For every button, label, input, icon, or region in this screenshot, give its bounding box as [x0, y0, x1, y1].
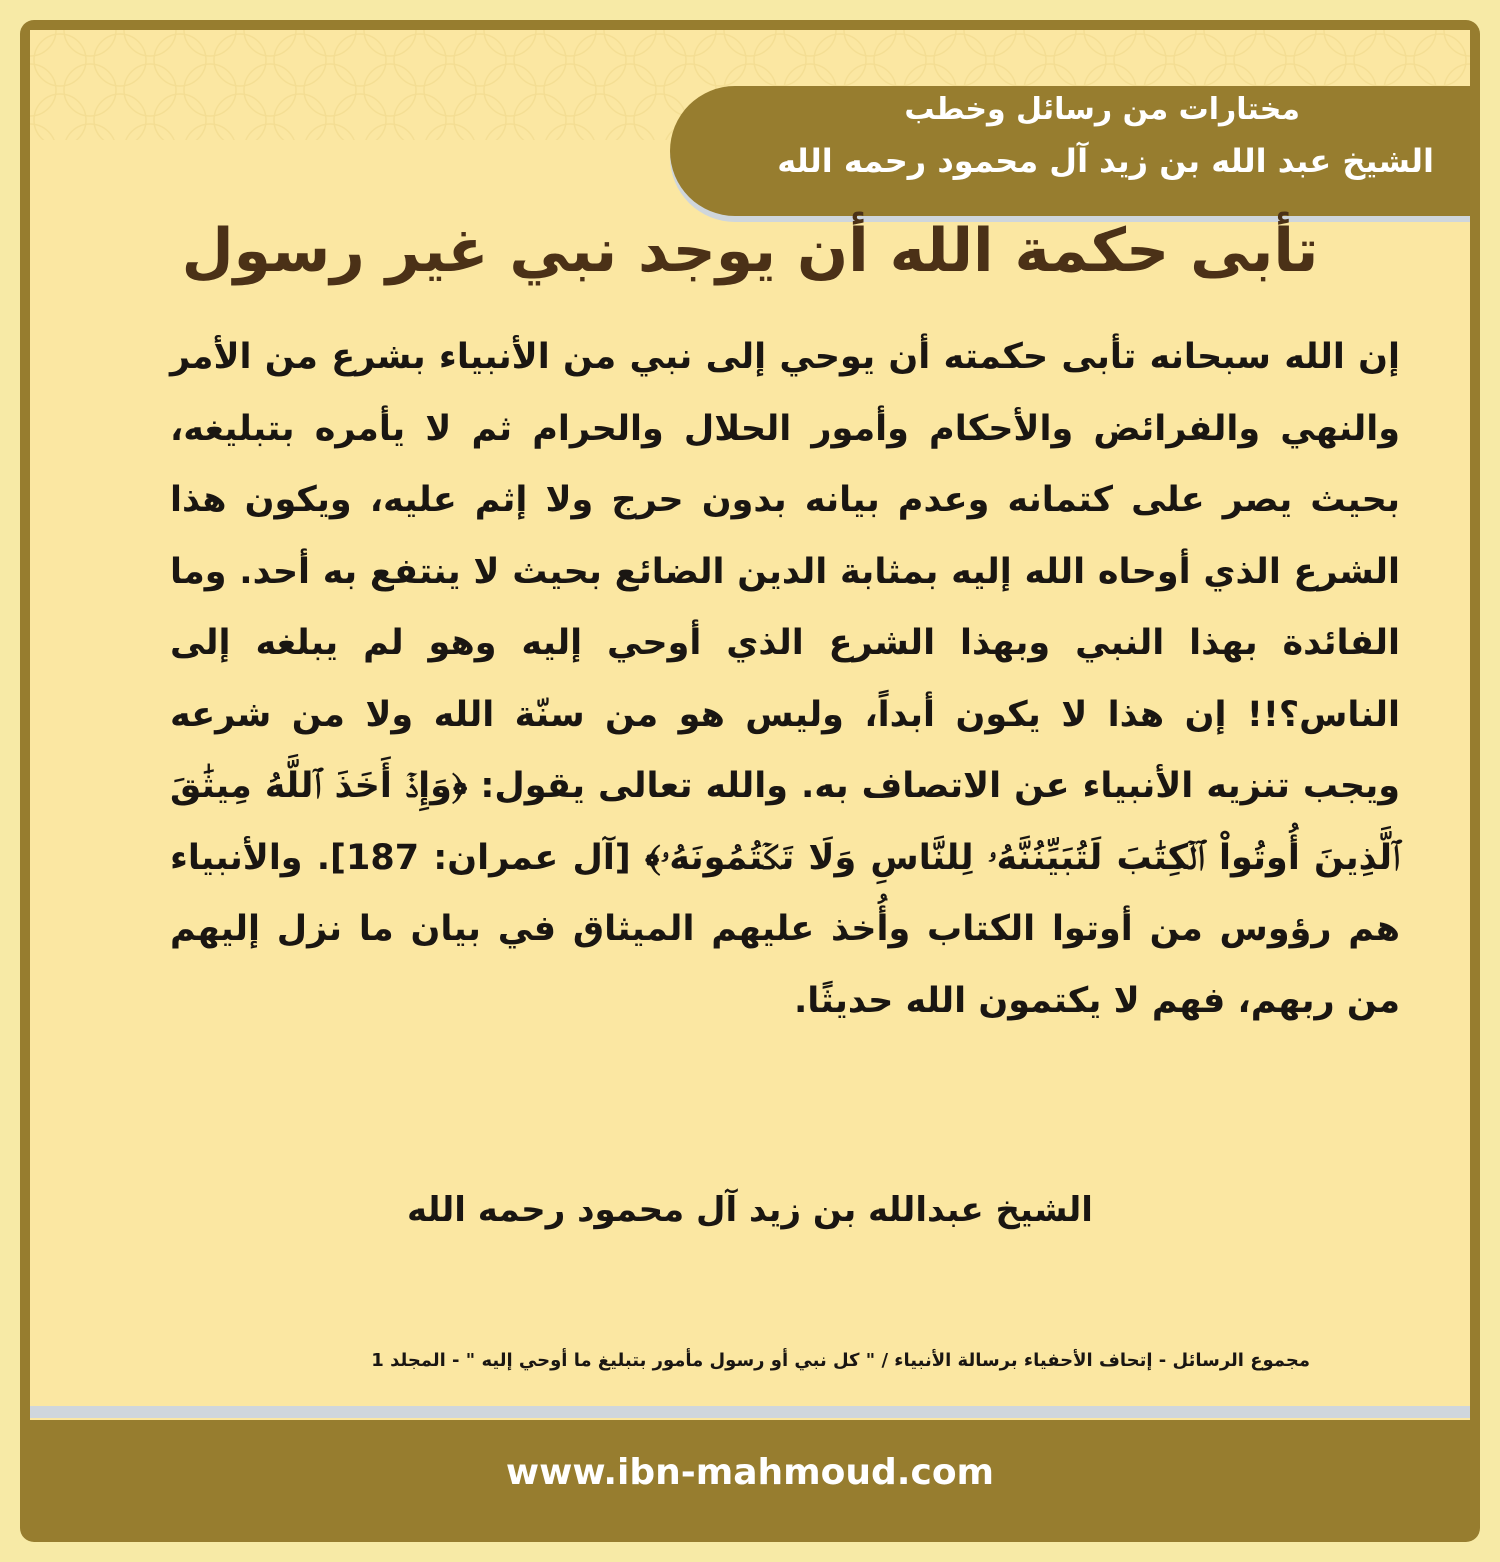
header-author: الشيخ عبد الله بن زيد آل محمود رحمه الله	[777, 142, 1434, 180]
author-signature: الشيخ عبدالله بن زيد آل محمود رحمه الله	[407, 1190, 1093, 1230]
page-title: تأبى حكمة الله أن يوجد نبي غير رسول	[181, 216, 1319, 286]
footer-divider	[30, 1406, 1470, 1418]
website-link[interactable]: www.ibn-mahmoud.com	[505, 1452, 995, 1493]
header-subtitle: مختارات من رسائل وخطب	[904, 92, 1300, 127]
article-body: إن الله سبحانه تأبى حكمته أن يوحي إلى نبي من الأنبياء بشرع من الأمر والنهي والفرائض والأحكام وأمور الحلال والحرام ثم لا يأمره بتبليغه، بحيث يصر على كتمانه وعدم بيانه بدون حرج ولا إثم عليه، ويكون هذا الشرع الذي أوحاه الله إليه بمثابة الدين الضائع بحيث لا ينتفع به أحد. وما الفائدة بهذا النبي وبهذا الشرع الذي أوحي إليه وهو لم يبلغه إلى الناس؟!! إن هذا لا يكون أبداً، وليس هو من سنّة الله ولا من شرعه ويجب تنزيه الأنبياء عن الاتصاف به. والله تعالى يقول: ﴿وَإِذۡ أَخَذَ ٱللَّهُ مِيثَٰقَ ٱلَّذِينَ أُوتُواْ ٱلۡكِتَٰبَ لَتُبَيِّنُنَّهُۥ لِلنَّاسِ وَلَا تَكۡتُمُونَهُۥ﴾ [آل عمران: 187]. والأنبياء هم رؤوس من أوتوا الكتاب وأُخذ عليهم الميثاق في بيان ما نزل إليهم من ربهم، فهم لا يكتمون الله حديثًا.	[170, 337, 1400, 1021]
source-reference: مجموع الرسائل - إتحاف الأحفياء برسالة الأنبياء / " كل نبي أو رسول مأمور بتبليغ ما أوحي إليه " - المجلد 1	[371, 1350, 1310, 1371]
content-panel	[30, 30, 1470, 1420]
header-banner	[670, 86, 1470, 216]
